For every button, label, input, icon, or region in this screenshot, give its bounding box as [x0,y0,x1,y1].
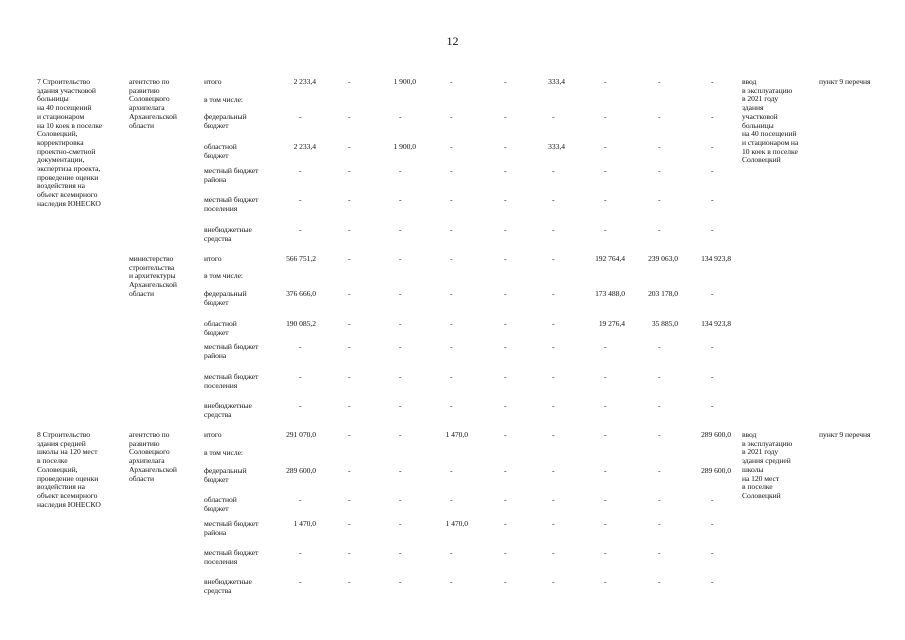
empty-cell: - [604,577,607,586]
empty-cell: - [504,166,507,175]
empty-cell: - [299,112,302,121]
empty-cell: - [658,372,661,381]
empty-cell: - [504,112,507,121]
empty-cell: - [450,112,453,121]
empty-cell: - [399,372,402,381]
empty-cell: - [711,577,714,586]
empty-cell: - [504,372,507,381]
empty-cell: - [399,289,402,298]
empty-cell: - [399,466,402,475]
cell-value: 1 470,0 [445,430,468,439]
cell-value: 1 470,0 [445,519,468,528]
empty-cell: - [711,372,714,381]
row-label: внебюджетные средства [204,577,252,595]
empty-cell: - [711,166,714,175]
empty-cell: - [604,195,607,204]
row-label: в том числе: [204,448,243,457]
cell-value: 19 276,4 [598,319,625,328]
empty-cell: - [450,77,453,86]
cell-value: 35 885,0 [651,319,678,328]
empty-cell: - [711,289,714,298]
empty-cell: - [658,466,661,475]
empty-cell: - [348,519,351,528]
empty-cell: - [450,195,453,204]
empty-cell: - [399,519,402,528]
project-result: ввод в эксплуатацию в 2021 году здания средней школы на 120 мест в поселке Соловецкий [742,430,793,500]
empty-cell: - [450,142,453,151]
empty-cell: - [604,548,607,557]
row-label: федеральный бюджет [204,466,247,484]
page-number: 12 [446,34,459,48]
empty-cell: - [658,577,661,586]
empty-cell: - [552,195,555,204]
empty-cell: - [711,225,714,234]
empty-cell: - [399,112,402,121]
project-reference: пункт 9 перечня [819,430,871,439]
empty-cell: - [450,548,453,557]
row-label: итого [204,254,222,263]
empty-cell: - [399,254,402,263]
empty-cell: - [450,577,453,586]
executor-name: агентство по развитию Соловецкого архипелага Архангельской области [129,430,177,483]
empty-cell: - [711,401,714,410]
empty-cell: - [450,401,453,410]
cell-value: 289 600,0 [286,466,316,475]
empty-cell: - [299,372,302,381]
empty-cell: - [552,401,555,410]
empty-cell: - [658,142,661,151]
row-label: местный бюджет района [204,519,259,537]
cell-value: 173 488,0 [595,289,625,298]
empty-cell: - [299,577,302,586]
empty-cell: - [504,401,507,410]
empty-cell: - [399,195,402,204]
empty-cell: - [348,548,351,557]
project-name: 7 Строительство здания участковой больницы на 40 посещений и стационаром на 10 коек в поселке Соловецкий, корректировка проектно-сметной документации, экспертиза проекта, проведение оценки воздействия на объект всемирного наследия ЮНЕСКО [37,77,103,208]
empty-cell: - [450,166,453,175]
row-label: федеральный бюджет [204,112,247,130]
empty-cell: - [299,342,302,351]
empty-cell: - [658,342,661,351]
empty-cell: - [504,77,507,86]
empty-cell: - [450,372,453,381]
empty-cell: - [450,254,453,263]
empty-cell: - [658,112,661,121]
empty-cell: - [348,577,351,586]
empty-cell: - [299,548,302,557]
row-label: внебюджетные средства [204,225,252,243]
empty-cell: - [658,401,661,410]
empty-cell: - [604,495,607,504]
empty-cell: - [504,289,507,298]
cell-value: 289 600,0 [701,430,731,439]
row-label: областной бюджет [204,495,237,513]
empty-cell: - [552,430,555,439]
cell-value: 333,4 [548,77,565,86]
empty-cell: - [450,289,453,298]
empty-cell: - [504,548,507,557]
row-label: федеральный бюджет [204,289,247,307]
cell-value: 239 063,0 [648,254,678,263]
row-label: местный бюджет поселения [204,372,259,390]
project-name: 8 Строительство здания средней школы на 120 мест в поселке Соловецкий, проведение оценки воздействия на объект всемирного наследия ЮНЕСКО [37,430,101,509]
empty-cell: - [552,548,555,557]
empty-cell: - [450,225,453,234]
empty-cell: - [504,225,507,234]
empty-cell: - [348,372,351,381]
empty-cell: - [504,430,507,439]
cell-value: 1 900,0 [393,77,416,86]
empty-cell: - [399,166,402,175]
empty-cell: - [299,401,302,410]
empty-cell: - [399,548,402,557]
empty-cell: - [658,519,661,528]
empty-cell: - [604,519,607,528]
empty-cell: - [552,112,555,121]
row-label: областной бюджет [204,142,237,160]
empty-cell: - [552,225,555,234]
empty-cell: - [658,195,661,204]
empty-cell: - [604,466,607,475]
empty-cell: - [604,430,607,439]
empty-cell: - [399,319,402,328]
empty-cell: - [711,195,714,204]
row-label: областной бюджет [204,319,237,337]
row-label: местный бюджет поселения [204,548,259,566]
empty-cell: - [450,319,453,328]
empty-cell: - [504,142,507,151]
row-label: местный бюджет района [204,166,259,184]
cell-value: 1 900,0 [393,142,416,151]
empty-cell: - [604,372,607,381]
empty-cell: - [552,289,555,298]
empty-cell: - [658,548,661,557]
empty-cell: - [711,112,714,121]
empty-cell: - [450,342,453,351]
empty-cell: - [399,401,402,410]
empty-cell: - [711,519,714,528]
empty-cell: - [348,319,351,328]
project-reference: пункт 9 перечня [819,77,871,86]
empty-cell: - [552,342,555,351]
empty-cell: - [604,342,607,351]
empty-cell: - [348,112,351,121]
empty-cell: - [348,401,351,410]
empty-cell: - [504,519,507,528]
executor-name: министерство строительства и архитектуры Архангельской области [129,254,177,298]
empty-cell: - [299,166,302,175]
cell-value: 203 178,0 [648,289,678,298]
row-label: итого [204,77,222,86]
empty-cell: - [658,166,661,175]
empty-cell: - [504,577,507,586]
empty-cell: - [658,430,661,439]
empty-cell: - [299,195,302,204]
executor-name: агентство по развитию Соловецкого архипелага Архангельской области [129,77,177,130]
row-label: местный бюджет района [204,342,259,360]
empty-cell: - [399,342,402,351]
empty-cell: - [504,495,507,504]
empty-cell: - [658,225,661,234]
empty-cell: - [711,77,714,86]
empty-cell: - [552,166,555,175]
empty-cell: - [711,142,714,151]
empty-cell: - [348,166,351,175]
project-result: ввод в эксплуатацию в 2021 году здания участковой больницы на 40 посещений и стационаром на 10 коек в поселке Соловецкий [742,77,799,165]
empty-cell: - [552,495,555,504]
empty-cell: - [552,319,555,328]
cell-value: 291 070,0 [286,430,316,439]
empty-cell: - [604,112,607,121]
empty-cell: - [552,577,555,586]
empty-cell: - [348,289,351,298]
cell-value: 2 233,4 [293,142,316,151]
row-label: итого [204,430,222,439]
cell-value: 134 923,8 [701,319,731,328]
row-label: местный бюджет поселения [204,195,259,213]
empty-cell: - [504,342,507,351]
empty-cell: - [348,195,351,204]
empty-cell: - [604,225,607,234]
empty-cell: - [348,430,351,439]
empty-cell: - [504,254,507,263]
empty-cell: - [552,372,555,381]
empty-cell: - [399,577,402,586]
empty-cell: - [552,466,555,475]
cell-value: 190 085,2 [286,319,316,328]
cell-value: 333,4 [548,142,565,151]
empty-cell: - [348,495,351,504]
row-label: в том числе: [204,271,243,280]
empty-cell: - [504,319,507,328]
empty-cell: - [348,225,351,234]
cell-value: 376 666,0 [286,289,316,298]
empty-cell: - [348,77,351,86]
empty-cell: - [604,166,607,175]
empty-cell: - [450,466,453,475]
empty-cell: - [604,401,607,410]
cell-value: 2 233,4 [293,77,316,86]
empty-cell: - [552,254,555,263]
cell-value: 134 923,8 [701,254,731,263]
empty-cell: - [299,225,302,234]
empty-cell: - [711,342,714,351]
cell-value: 566 751,2 [286,254,316,263]
row-label: внебюджетные средства [204,401,252,419]
cell-value: 192 764,4 [595,254,625,263]
empty-cell: - [450,495,453,504]
empty-cell: - [658,495,661,504]
empty-cell: - [658,77,661,86]
cell-value: 289 600,0 [701,466,731,475]
empty-cell: - [348,254,351,263]
empty-cell: - [504,466,507,475]
row-label: в том числе: [204,95,243,104]
empty-cell: - [348,142,351,151]
empty-cell: - [604,77,607,86]
empty-cell: - [604,142,607,151]
empty-cell: - [552,519,555,528]
empty-cell: - [348,466,351,475]
empty-cell: - [399,430,402,439]
empty-cell: - [399,495,402,504]
empty-cell: - [711,495,714,504]
cell-value: 1 470,0 [293,519,316,528]
empty-cell: - [711,548,714,557]
empty-cell: - [399,225,402,234]
empty-cell: - [348,342,351,351]
empty-cell: - [504,195,507,204]
empty-cell: - [299,495,302,504]
